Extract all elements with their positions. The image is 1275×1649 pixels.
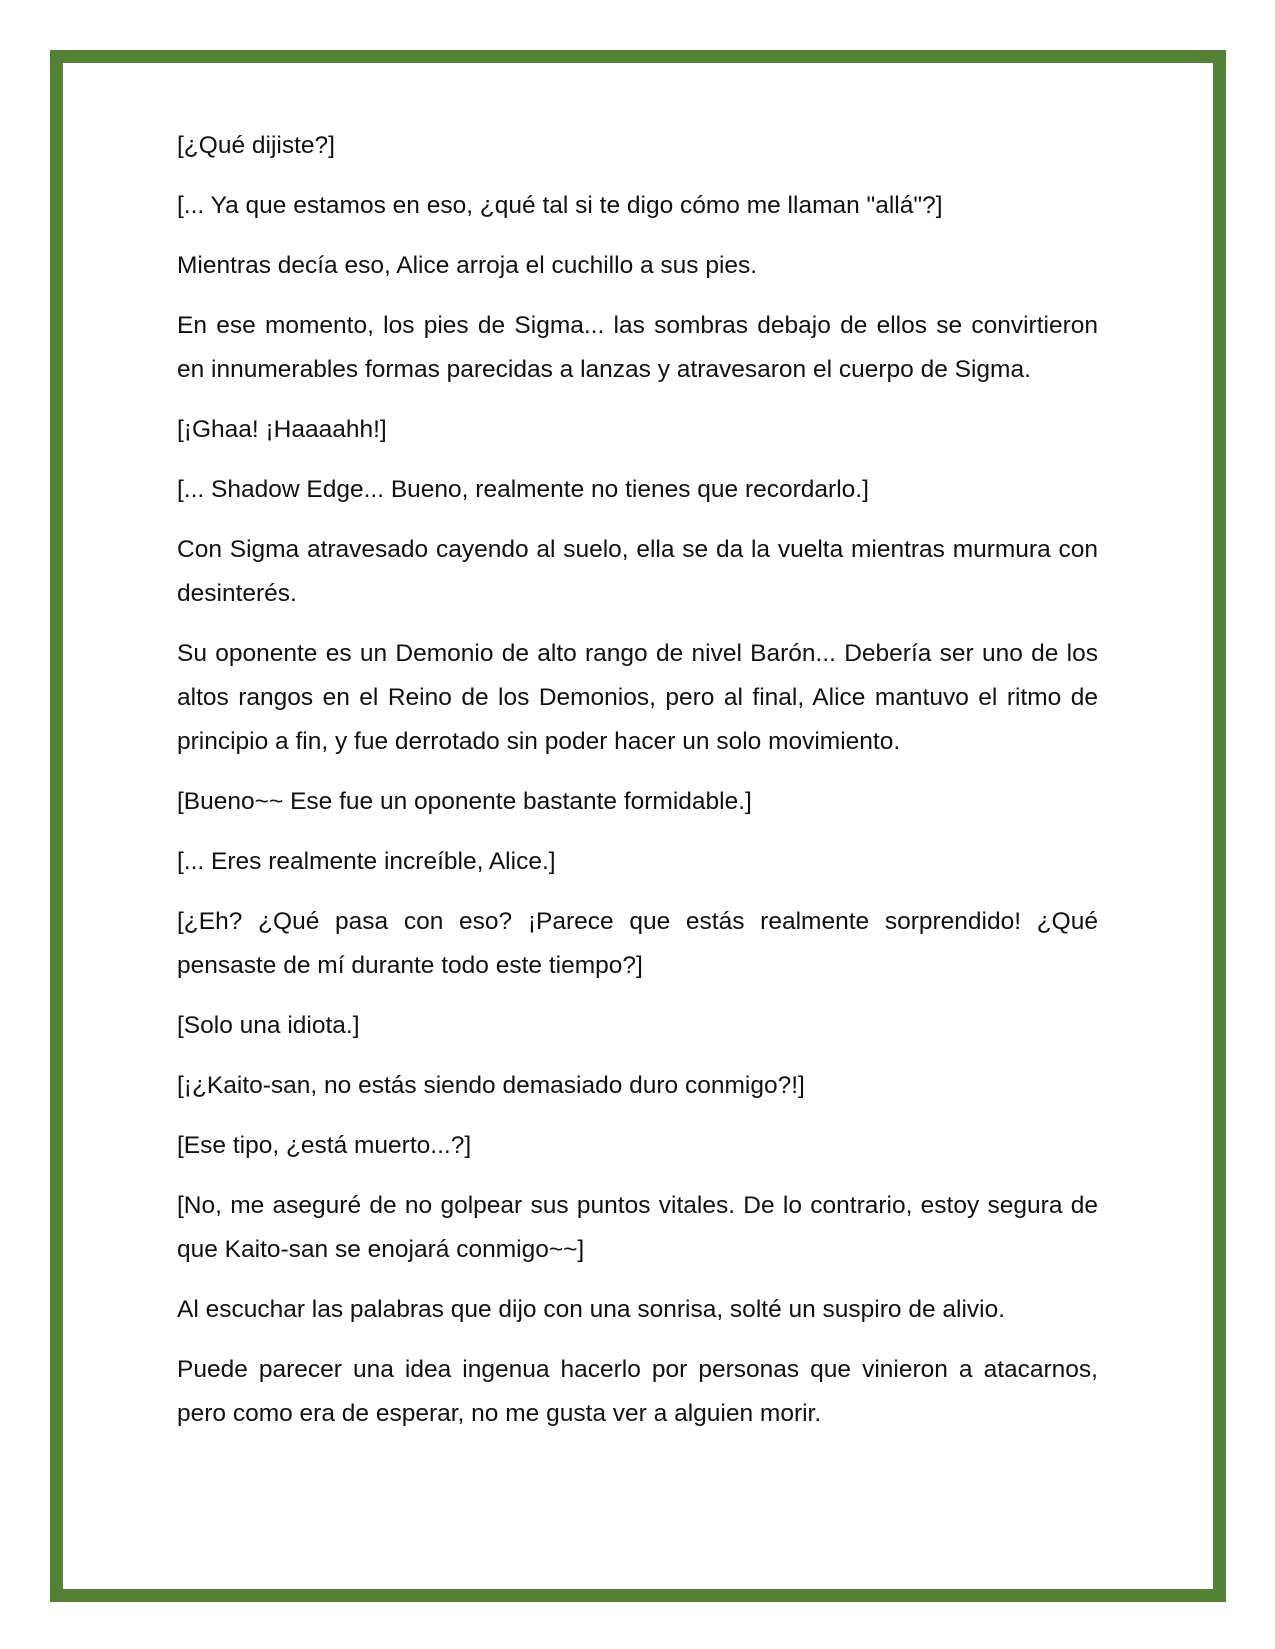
paragraph: Su oponente es un Demonio de alto rango de nivel Barón... Debería ser uno de los altos rangos en el Reino de los Demonios, pero al final, Alice mantuvo el ritmo de principio a fin, y fue derrotado sin poder hacer un solo movimiento.	[177, 640, 1098, 755]
paragraph: Al escuchar las palabras que dijo con una sonrisa, solté un suspiro de alivio.	[177, 1296, 1006, 1323]
paragraph: [Ese tipo, ¿está muerto...?]	[177, 1132, 472, 1159]
paragraph: Mientras decía eso, Alice arroja el cuchillo a sus pies.	[177, 252, 758, 279]
paragraph: [... Ya que estamos en eso, ¿qué tal si te digo cómo me llaman "allá"?]	[177, 192, 943, 219]
paragraph: [¡Ghaa! ¡Haaaahh!]	[177, 416, 387, 443]
paragraph: [¿Qué dijiste?]	[177, 132, 335, 159]
paragraph: [... Eres realmente increíble, Alice.]	[177, 848, 556, 875]
paragraph: En ese momento, los pies de Sigma... las sombras debajo de ellos se convirtieron en innumerables formas parecidas a lanzas y atravesaron el cuerpo de Sigma.	[177, 312, 1098, 383]
paragraph: Con Sigma atravesado cayendo al suelo, ella se da la vuelta mientras murmura con desinterés.	[177, 536, 1098, 607]
paragraph: [Solo una idiota.]	[177, 1012, 360, 1039]
paragraph: [¿Eh? ¿Qué pasa con eso? ¡Parece que estás realmente sorprendido! ¿Qué pensaste de mí durante todo este tiempo?]	[177, 908, 1098, 979]
paragraph: [No, me aseguré de no golpear sus puntos vitales. De lo contrario, estoy segura de que Kaito-san se enojará conmigo~~]	[177, 1192, 1098, 1263]
paragraph: [Bueno~~ Ese fue un oponente bastante formidable.]	[177, 788, 752, 815]
paragraph: [¡¿Kaito-san, no estás siendo demasiado duro conmigo?!]	[177, 1072, 805, 1099]
document-body	[177, 124, 1098, 1452]
paragraph: [... Shadow Edge... Bueno, realmente no tienes que recordarlo.]	[177, 476, 869, 503]
paragraph: Puede parecer una idea ingenua hacerlo por personas que vinieron a atacarnos, pero como era de esperar, no me gusta ver a alguien morir.	[177, 1356, 1098, 1427]
